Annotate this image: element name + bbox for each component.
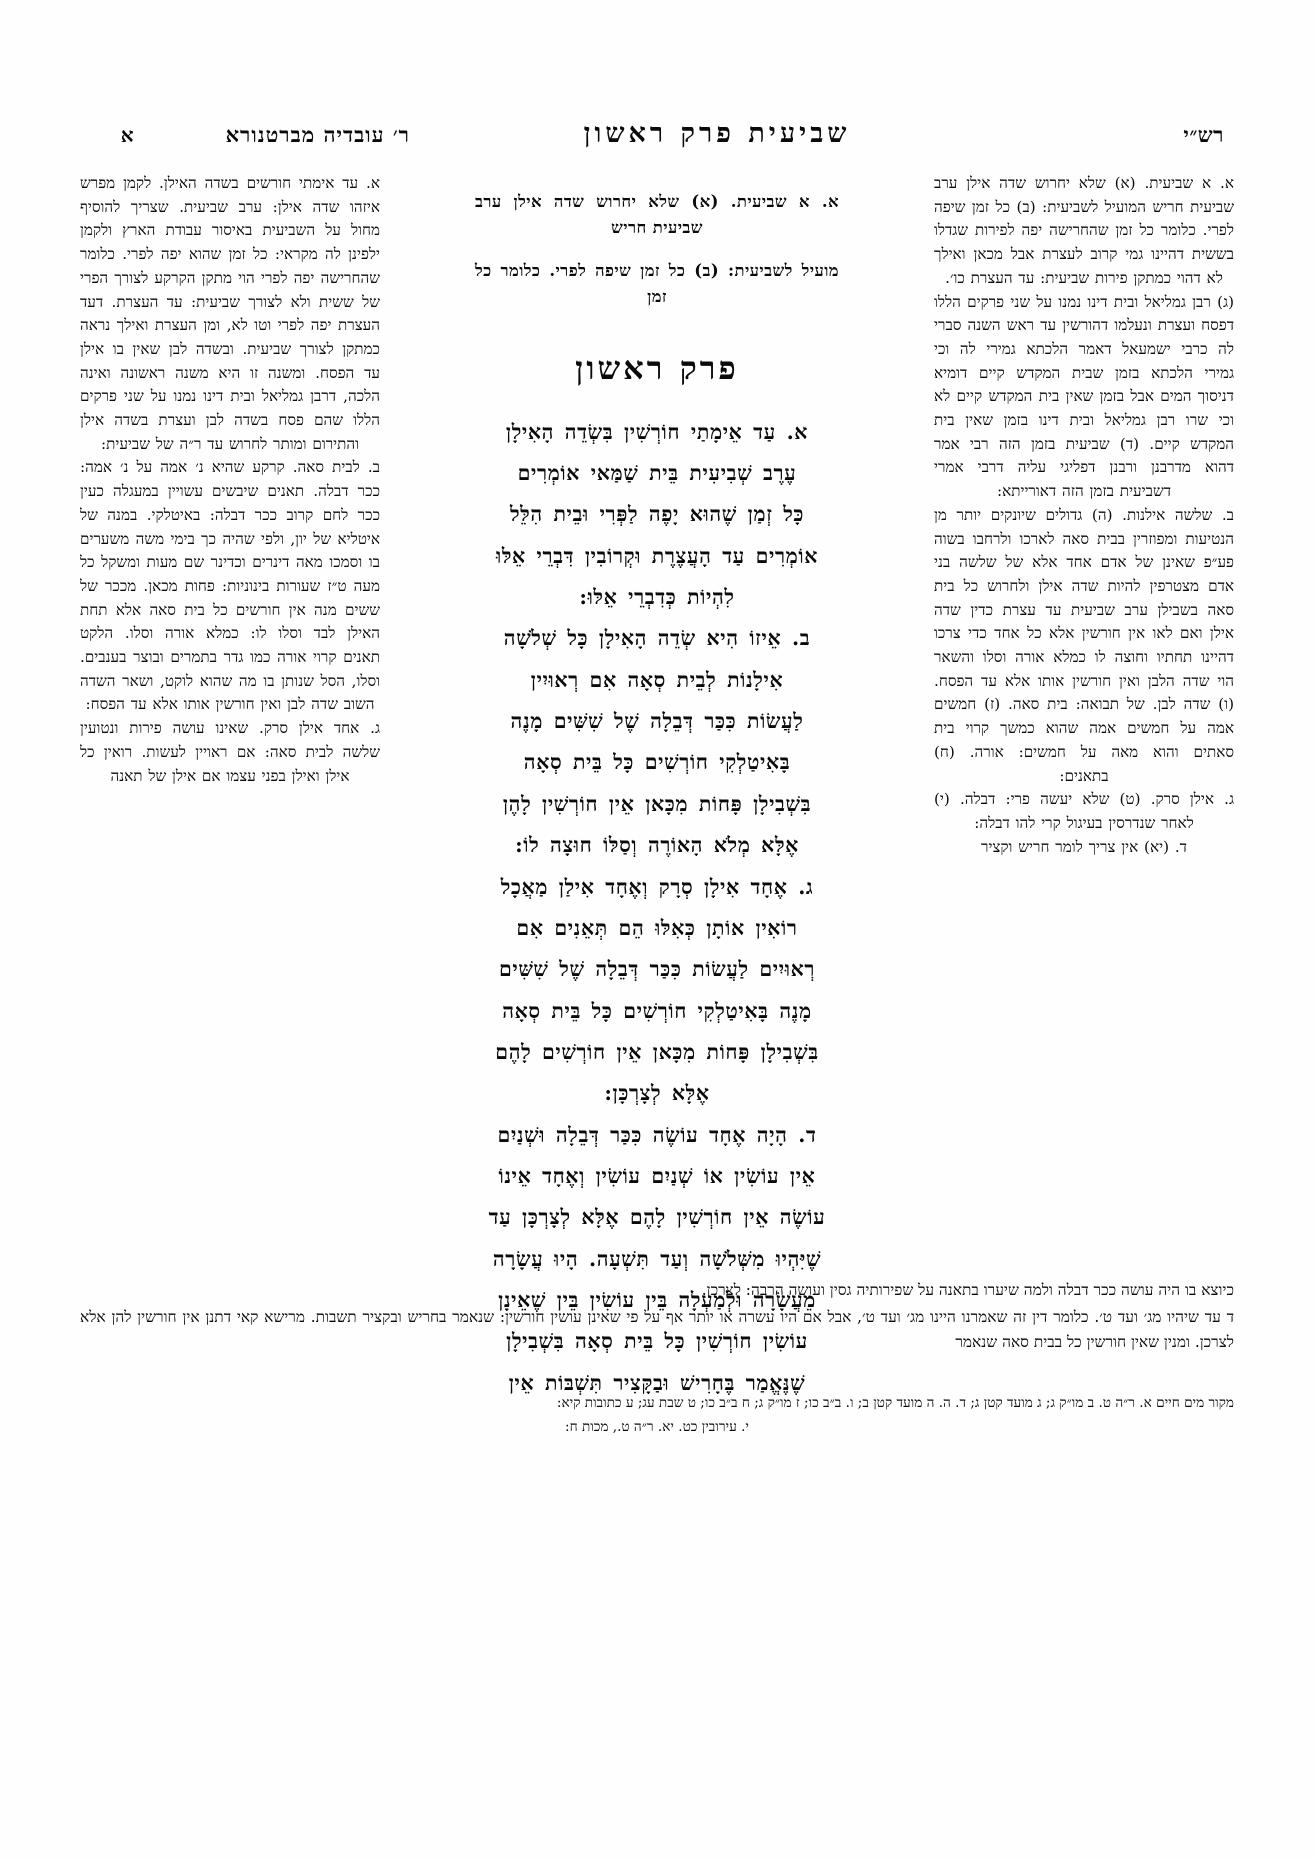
mishnah-line: אִילָנוֹת לְבֵית סְאָה אִם רְאוּיִין [530,667,784,692]
rashi-commentary-column [80,172,380,788]
mishnah-line: ג. אֶחָד אִילָן סְרָק וְאֶחָד אִילַן מַאֲכָל [500,874,814,899]
page-title: שביעית פרק ראשון [583,118,851,149]
mishnah-line: אֶלָּא מְלֹא הָאוֹרֶה וְסַלּוֹ חוּצָה לוֹ: [515,833,799,858]
mishnah-line: בִּשְׁבִילָן פָּחוֹת מִכָּאן אֵין חוֹרְשִׁין לָהֶן [502,791,812,816]
bottom-continuation-block [80,1278,1234,1357]
page-header [80,118,1234,158]
bartenura-paragraph: ג. אילן סרק. (ט) שלא יעשה פרי: דבלה. (י) לאחר שנדרסין בעיגול קרי להו דבלה: [934,790,1234,832]
mishnah-line: שֶׁנֶּאֱמַר בֶּחָרִישׁ וּבַקָּצִיר תִּשְׁבּוֹת אֵין [508,1370,806,1395]
chapter-heading: פרק ראשון [575,348,739,387]
source-line: י. עירובין כט. יא. ר״ה ט., מכות ח: [565,1418,749,1435]
rashi-paragraph: ב. לבית סאה. קרקע שהיא נ׳ אמה על נ׳ אמה: ככר דבלה. תאנים שיבשים עשויין במעגלה כעין ככר לחם קרוב ככר דבלה: באיטלקי. במנה של איטליא של יון, ולפי שהיה כך בימי משה משערים בו וסמכו מאה דינרים וכדינר שם מעות ומשקל כל מעה ט״ז שעורות בינוניות: פחות מכאן. מככר של ששים מנה אין חורשים כל בית סאה אלא תחת האילן לבד וסלו לו: כמלא אורה וסלו. הלקט תאנים קרוי אורה כמו גדר בתמרים ובוצר בענבים. וסלו, הסל שנותן בו מה שהוא לוקט, ושאר השדה השוב שדה לבן ואין חורשין אותו אלא עד הפסח: [80,458,380,714]
bartenura-paragraph: ב. שלשה אילנות. (ה) גדולים שיונקים יותר מן הנטיעות ומפוזרין בבית סאה לארכו ולרחבו בשוה פע״פ שאינן של אדם אחד אלא של שלשה בני אדם מצטרפין להיות שדה אילן ולחרוש כל בית סאה בשבילן ערב שביעית עד עצרת כדין שדה אילן ואם לאו אין חורשין אלא כל אחד כדי צרכו דהיינו תחתיו וחוצה לו כמלא אורה וסלו והשאר הוי שדה הלבן ואין חורשין אותו אלא עד הפסח. (ו) שדה לבן. של תבואה: בית סאה. (ז) חמשים אמה על חמשים אמה שהוא כמשך קרוי בית סאתים והוא מאה על חמשים: אורה. (ח) בתאנים: [934,505,1234,785]
mishnah-line: עֶרֶב שְׁבִיעִית בֵּית שַׁמַּאי אוֹמְרִים [517,460,797,485]
mishnah-line: אֶלָּא לְצָרְכָּן: [604,1081,710,1106]
mishnah-line: בִּשְׁבִילָן פָּחוֹת מִכָּאן אֵין חוֹרְשִׁים לָהֶם [495,1039,819,1064]
bottom-paragraph: כיוצא בו היה עושה ככר דבלה ולמה שיערו בתאנה על שפירותיה גסין ועושה הרבה: לצרכן. [701,1281,1234,1299]
bartenura-commentary-column [934,172,1234,859]
mishnah-line: בָּאִיטַלְקִי חוֹרְשִׁים כָּל בֵּית סְאָה [523,750,791,775]
mishnah-preamble [475,189,839,311]
preamble-line: א. א שביעית. (א) שלא יחרוש שדה אילן ערב שביעית חריש [475,191,839,237]
bartenura-paragraph: (ג) רבן גמליאל ובית דינו נמנו על שני פרקים הללו דפסח ועצרת ונעלמו דהורשין עד ראש השנה סברי לה כרבי ישמעאל דאמר הלכתא גמירי לה וכי גמירי הלכתא בזמן שבית המקדש קיים דומיא דניסוך המים אבל בזמן שאין בית המקדש קיים לא וכי שרו רבן גמליאל ובית דינו בזמן שאין בית המקדש קיים. (ד) שביעית בזמן הזה רבי אמר דהוא מדרבנן ורבנן דפליגי עליה דרבי אמרי דשביעית בזמן הזה דאורייתא: [934,292,1234,501]
rashi-paragraph: ג. אחד אילן סרק. שאינו עושה פירות ונטועין שלשה לבית סאה: אם ראויין לעשות. רואין כל אילן ואילן בפני עצמו אם אילן של תאנה [80,719,380,785]
mishnah-line: ב. אֵיזוֹ הִיא שְׂדֵה הָאִילָן כָּל שְׁלֹשָׁה [503,626,811,651]
mishnah-line: לַעֲשׂוֹת כִּכַּר דְּבֵלָה שֶׁל שִׁשִּׁים מָנֶה [510,709,804,734]
mishnah-line: עוֹשִׂין חוֹרְשִׁין כָּל בֵּית סְאָה בִּשְׁבִילָן [506,1329,808,1354]
mishnah-text [475,413,839,1404]
preamble-line: מועיל לשביעית: (ב) כל זמן שיפה לפרי. כלומר כל זמן [475,260,839,307]
mishnah-line: אוֹמְרִים עַד הָעֲצֶרֶת וּקְרוֹבִין דִּבְרֵי אֵלּוּ [495,543,819,568]
mishnah-column [457,172,857,1405]
mishnah-line: כָּל זְמַן שֶׁהוּא יָפֶה לַפְּרִי וּבֵית הִלֵּל [509,502,805,527]
mishnah-line: רוֹאִין אוֹתָן כְּאִלּוּ הֵם תְּאֵנִים אִם [516,915,798,940]
header-left-group [80,122,410,148]
mishnah-line: אֵין עוֹשִׂין אוֹ שְׁנַיִם עוֹשִׂין וְאֶחָד אֵינוֹ [498,1164,816,1189]
mishnah-line: עוֹשֶׂה אֵין חוֹרְשִׁין לָהֶם אֶלָּא לְצָרְכָּן עַד [488,1205,826,1230]
mishnah-line: שֶׁיִּהְיוּ מִשְּׁלֹשָׁה וְעַד תִּשְׁעָה. הָיוּ עֲשָׂרָה [492,1246,822,1271]
mishnah-line: א. עַד אֵימָתַי חוֹרְשִׁין בִּשְׂדֵה הָאִילָן [505,419,809,444]
rashi-paragraph: א. עד אימתי חורשים בשדה האילן. לקמן מפרש איזהו שדה אילן: ערב שביעית. שצריך להוסיף מחול על השביעית באיסור עבודת הארץ ולקמן ילפינן לה מקראי: כל זמן שהוא יפה לפרי. כלומר שהחרישה יפה לפרי הוי מתקן הקרקע לצורך הפרי של ששית ולא לצורך שביעית: עד העצרת. דעד העצרת יפה לפרי וטו לא, ומן העצרת ואילך נראה כמתקן לצורך שביעית. ובשדה לבן שאין בו אילן עד הפסח. ומשנה זו היא משנה ראשונה ואינה הלכה, דרבן גמליאל ובית דינו נמנו על שני פרקים הללו שהם פסח בשדה לבן ועצרת בשדה אילן והתירום ומותר לחרוש עד ר״ה של שביעית: [80,174,380,453]
source-references [80,1392,1234,1440]
source-line: מקור מים חיים א. ר״ה ט. ב מו״ק ג; ג מועד קטן ג; ד. ה. ה מועד קטן ב; ו. ב״ב כו; ז מו״ק ג; ח ב״ב כו; ט שבת עג; ע כתובות קיא: [556,1395,1234,1411]
header-left-label: ר׳ עובדיה מברטנורא [225,122,410,147]
mishnah-line: רְאוּיִים לַעֲשׂוֹת כִּכַּר דְּבֵלָה שֶׁל שִׁשִּׁים [498,957,816,982]
bartenura-paragraph: ד. (יא) אין צריך לומר חריש וקציר [981,837,1187,856]
mishnah-line: מָנֶה בָּאִיטַלְקִי חוֹרְשִׁים כָּל בֵּית סְאָה [502,998,812,1023]
bartenura-paragraph: א. א שביעית. (א) שלא יחרוש שדה אילן ערב שביעית חריש המועיל לשביעית: (ב) כל זמן שיפה לפרי. כלומר כל זמן שהחרישה יפה לפירות שגדלו בששית דהיינו גמי קרוב לעצרת אבל מכאן ואילך לא דהוי כמתקן פירות שביעית: עד העצרת כו׳. [934,174,1234,287]
folio-number: א [120,123,134,147]
mishnah-line: ד. הָיָה אֶחָד עוֹשֶׂה כִּכַּר דְּבֵלָה וּשְׁנַיִם [497,1122,817,1147]
header-right-label: רש״י [1183,122,1224,147]
mishnah-line: לִהְיוֹת כְּדִבְרֵי אֵלּוּ: [579,585,735,609]
mishnah-line: מֵעֲשָׂרָה וּלְמַעְלָה בֵּין עוֹשִׂין בֵּין שֶׁאֵינָן [498,1288,816,1313]
bottom-paragraph: ד עד שיהיו מג׳ ועד ט׳. כלומר דין זה שאמרנו היינו מג׳ ועד ט׳, אבל אם היו עשרה או יותר אף על פי שאינן עושין חורשין: שנאמר בחריש ובקציר תשבות. מרישא קאי דתנן אין חורשין להן אלא לצרכן. ומנין שאין חורשין כל בבית סאה שנאמר [80,1307,1234,1351]
